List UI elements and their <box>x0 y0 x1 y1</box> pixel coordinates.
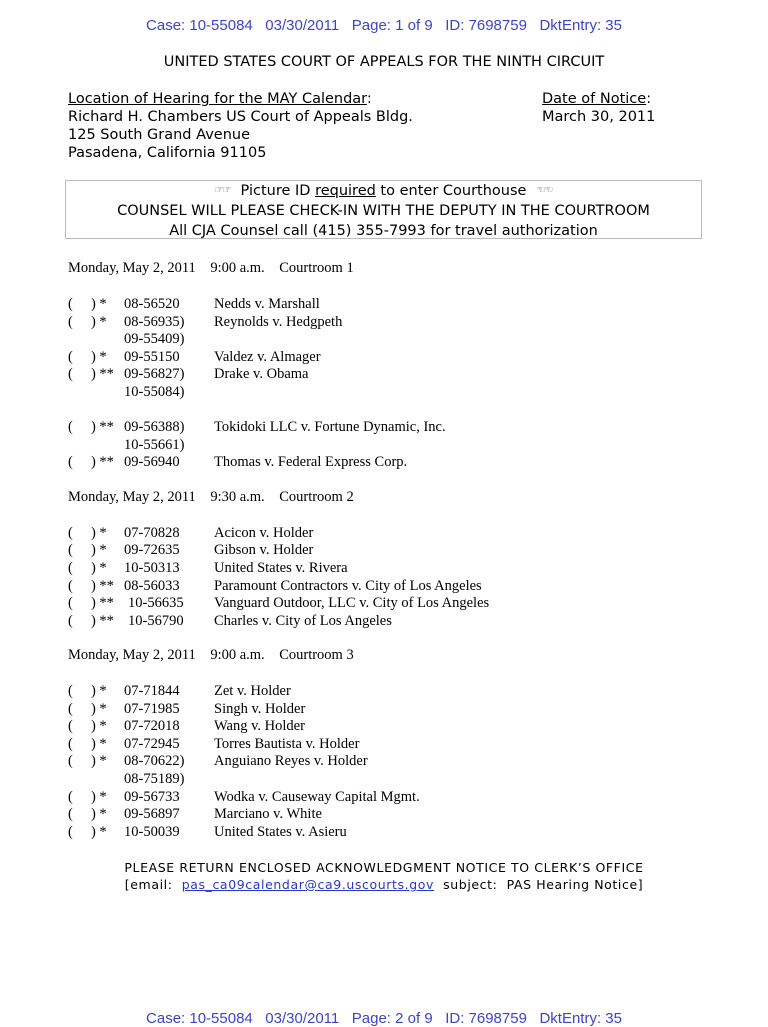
docket-entry: DktEntry: 35 <box>539 17 622 34</box>
case-header <box>0 17 768 34</box>
acknowledgment-email-line: [email: pas_ca09calendar@ca9.uscourts.gov subject: PAS Hearing Notice] <box>124 877 644 892</box>
document-id: ID: 7698759 <box>445 17 527 34</box>
next-page-case-header: Case: 10-55084 03/30/2011 Page: 2 of 9 ID: 7698759 DktEntry: 35 <box>146 1010 622 1027</box>
pointing-hand-left-icon: ☜☜ <box>536 185 553 196</box>
courthouse-notice-box: ☞☞ Picture ID required to enter Courthouse ☜☜ COUNSEL WILL PLEASE CHECK-IN WITH THE DEPUTY IN THE COURTROOM All CJA Counsel call (415) 355-7993 for travel authorization <box>65 180 702 239</box>
hearing-location: Location of Hearing for the MAY Calendar: Richard H. Chambers US Court of Appeals Bldg. 125 South Grand Avenue Pasadena, California 91105 <box>68 91 413 161</box>
location-city: Pasadena, California 91105 <box>68 145 267 161</box>
court-title: UNITED STATES COURT OF APPEALS FOR THE NINTH CIRCUIT <box>163 54 605 70</box>
pointing-hand-right-icon: ☞☞ <box>214 185 231 196</box>
location-building: Richard H. Chambers US Court of Appeals Bldg. <box>68 109 413 125</box>
cja-instruction: All CJA Counsel call (415) 355-7993 for travel authorization <box>169 223 598 239</box>
session-heading: Monday, May 2, 2011 9:30 a.m. Courtroom 2 <box>68 489 354 505</box>
location-street: 125 South Grand Avenue <box>68 127 250 143</box>
acknowledgment-instruction: PLEASE RETURN ENCLOSED ACKNOWLEDGMENT NOTICE TO CLERK’S OFFICE <box>124 860 644 875</box>
session-heading: Monday, May 2, 2011 9:00 a.m. Courtroom 3 <box>68 647 354 663</box>
location-label: Location of Hearing for the MAY Calendar <box>68 91 367 107</box>
notice-date: March 30, 2011 <box>542 109 656 125</box>
notice-date-block: Date of Notice: March 30, 2011 <box>542 91 656 125</box>
case-number: Case: 10-55084 <box>146 17 253 34</box>
filed-date: 03/30/2011 <box>265 17 340 34</box>
page-indicator: Page: 1 of 9 <box>351 17 433 34</box>
clerk-email-link[interactable]: pas_ca09calendar@ca9.uscourts.gov <box>181 877 434 892</box>
notice-label: Date of Notice <box>542 91 647 107</box>
session-heading: Monday, May 2, 2011 9:00 a.m. Courtroom 1 <box>68 260 354 276</box>
checkin-instruction: COUNSEL WILL PLEASE CHECK-IN WITH THE DEPUTY IN THE COURTROOM <box>117 203 650 219</box>
